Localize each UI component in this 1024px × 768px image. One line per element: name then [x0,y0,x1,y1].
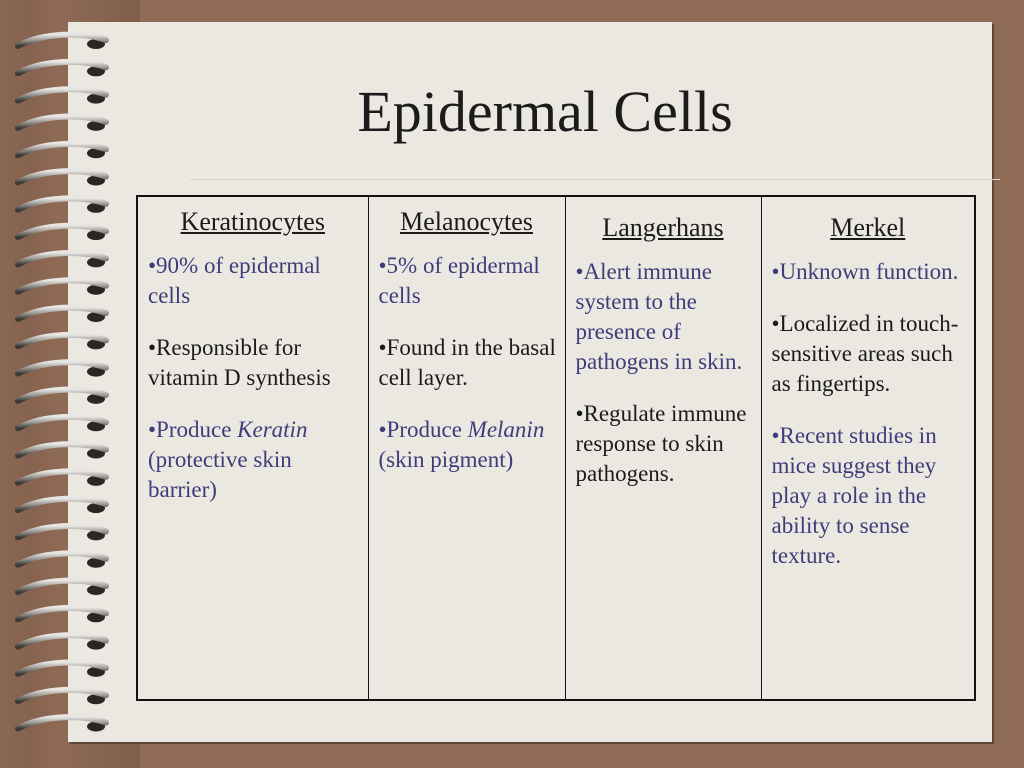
slide-title: Epidermal Cells [357,79,733,144]
column-heading: Merkel [830,213,906,242]
column-langerhans [565,196,761,700]
bullet-text: Melanin [467,417,545,442]
bullet-text: •Regulate immune response to skin pathogens. [575,401,747,486]
bullet-item [148,251,360,311]
bullet-item [576,257,753,377]
column-body [138,251,368,505]
cell-types-table [136,195,976,701]
column-heading: Langerhans [602,213,724,242]
bullet-text: •Found in the basal cell layer. [378,335,556,390]
bullet-item [576,399,753,489]
bullet-item [148,333,360,393]
column-heading: Melanocytes [400,207,533,236]
title-divider [190,179,1000,180]
column-heading: Keratinocytes [180,207,325,236]
bullet-item [379,415,557,475]
bullet-text: •5% of epidermal cells [378,253,540,308]
bullet-text: •Unknown function. [771,259,959,284]
bullet-text: •Localized in touch-sensitive areas such as fingertips. [771,311,959,396]
column-body [369,251,565,475]
spiral-binding [14,26,114,746]
bullet-text: •Produce [148,417,238,442]
column-merkel [761,196,975,700]
bullet-text: Keratin [237,417,308,442]
bullet-text: •Responsible for vitamin D synthesis [148,335,331,390]
column-body [762,257,975,571]
bullet-item [772,421,967,571]
bullet-text: •Alert immune system to the presence of pathogens in skin. [575,259,743,374]
column-body [566,257,761,489]
bullet-text: •Produce [378,417,468,442]
bullet-text: (skin pigment) [378,447,514,472]
bullet-text: (protective skin barrier) [148,447,292,502]
spiral-rings-icon [14,26,114,746]
bullet-text: •Recent studies in mice suggest they play a role in the ability to sense texture. [771,423,937,568]
bullet-item [379,333,557,393]
bullet-item [379,251,557,311]
bullet-text: •90% of epidermal cells [148,253,321,308]
bullet-item [772,257,967,287]
column-keratinocytes [137,196,368,700]
bullet-item [148,415,360,505]
bullet-item [772,309,967,399]
column-melanocytes [368,196,565,700]
